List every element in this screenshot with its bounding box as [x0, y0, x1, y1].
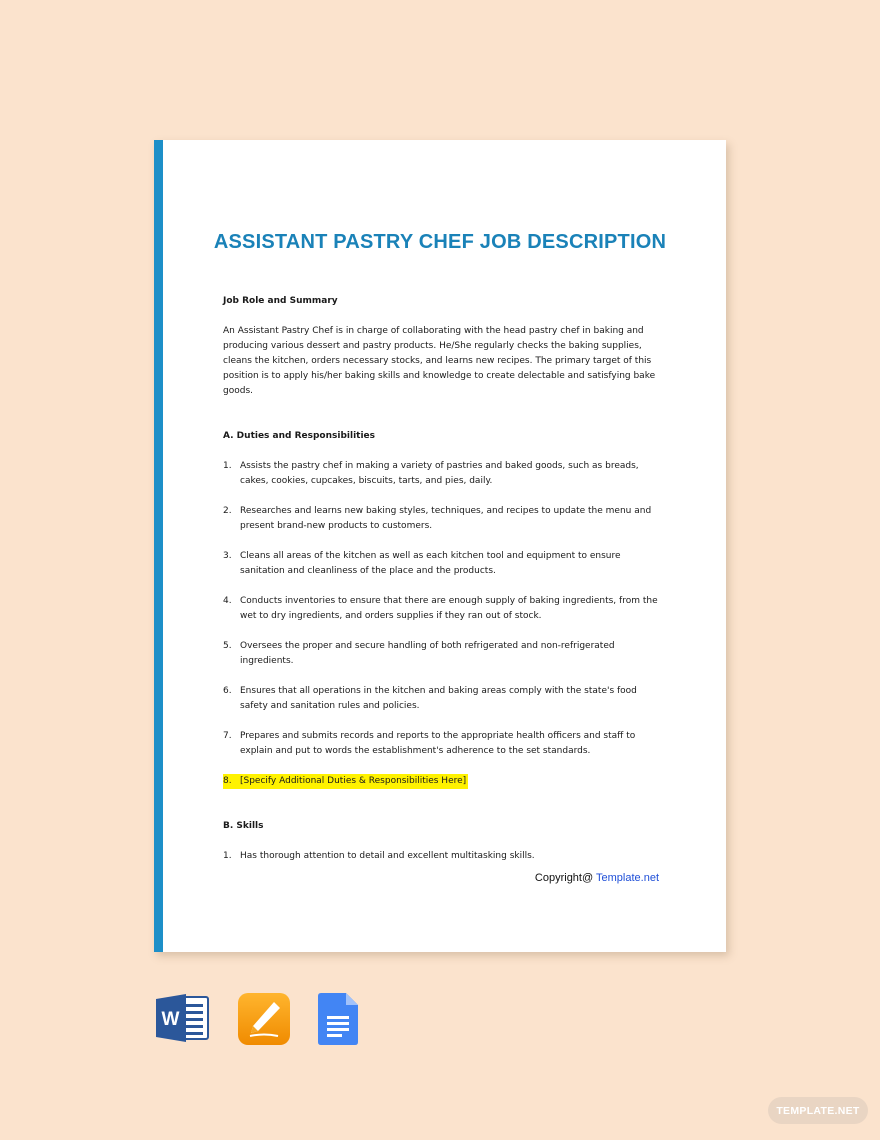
duty-text: Ensures that all operations in the kitchen and baking areas comply with the state's food safety and sanitation rules and policies.	[240, 686, 637, 711]
duties-heading: A. Duties and Responsibilities	[223, 431, 376, 441]
template-net-watermark: TEMPLATE.NET	[768, 1097, 868, 1124]
document-title: ASSISTANT PASTRY CHEF JOB DESCRIPTION	[213, 231, 667, 253]
duty-item	[223, 684, 663, 714]
duty-item	[223, 729, 663, 759]
microsoft-word-icon[interactable]	[156, 993, 210, 1043]
copyright-link[interactable]: Template.net	[596, 872, 659, 884]
duty-number: 5.	[223, 641, 232, 651]
duty-text: Prepares and submits records and reports to the appropriate health officers and staff to explain and put to words the establishment's adherence to the set standards.	[240, 731, 636, 756]
duty-text: Oversees the proper and secure handling of both refrigerated and non-refrigerated ingredients.	[240, 641, 615, 666]
duty-item	[223, 639, 663, 669]
duty-item	[223, 549, 663, 579]
document-page	[154, 140, 726, 952]
skill-number: 1.	[223, 851, 232, 861]
accent-bar	[154, 140, 163, 952]
summary-heading: Job Role and Summary	[223, 296, 338, 306]
duty-text: Assists the pastry chef in making a variety of pastries and baked goods, such as breads, cakes, cookies, cupcakes, biscuits, tarts, and pies, daily.	[240, 461, 639, 486]
duty-text: Conducts inventories to ensure that there are enough supply of baking ingredients, from the wet to dry ingredients, and orders supplies if they ran out of stock.	[240, 596, 658, 621]
skills-list	[223, 849, 663, 864]
duty-number: 2.	[223, 506, 232, 516]
duty-item	[223, 459, 663, 489]
copyright-line	[535, 872, 659, 884]
duty-text: Researches and learns new baking styles, techniques, and recipes to update the menu and present brand-new products to customers.	[240, 506, 652, 531]
duty-text: [Specify Additional Duties & Responsibilities Here]	[240, 776, 467, 786]
skills-section	[223, 819, 663, 864]
duty-number: 3.	[223, 551, 232, 561]
duty-item-placeholder	[223, 774, 663, 789]
duty-number: 1.	[223, 461, 232, 471]
skill-item	[223, 849, 663, 864]
document-content	[223, 294, 663, 864]
skill-text: Has thorough attention to detail and excellent multitasking skills.	[240, 851, 535, 861]
svg-text:W: W	[161, 1009, 180, 1030]
duties-list	[223, 459, 663, 789]
copyright-prefix: Copyright@	[534, 872, 597, 884]
summary-text: An Assistant Pastry Chef is in charge of collaborating with the head pastry chef in baking and producing various dessert and pastry products. He/She regularly checks the baking supplies, cleans the kitchen, orders necessary stocks, and learns new recipes. The primary target of this position is to apply his/her baking skills and knowledge to create delectable and satisfying bake goods.	[223, 326, 656, 396]
duty-number: 7.	[223, 731, 232, 741]
duties-section	[223, 429, 663, 789]
duty-item	[223, 594, 663, 624]
duty-number: 4.	[223, 596, 232, 606]
duty-item	[223, 504, 663, 534]
google-docs-icon[interactable]	[318, 993, 358, 1045]
apple-pages-icon[interactable]	[238, 993, 290, 1045]
skills-heading: B. Skills	[223, 821, 264, 831]
duty-number: 8.	[223, 776, 232, 786]
duty-number: 6.	[223, 686, 232, 696]
highlighted-placeholder	[223, 774, 468, 789]
duty-text: Cleans all areas of the kitchen as well as each kitchen tool and equipment to ensure sanitation and cleanliness of the place and the products.	[240, 551, 621, 576]
